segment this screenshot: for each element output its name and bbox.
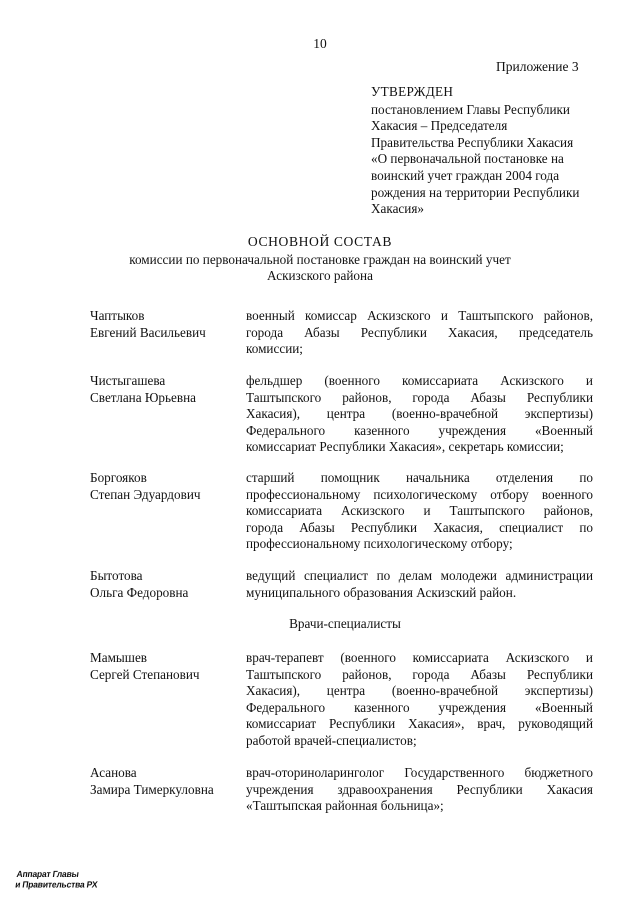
member-position xyxy=(246,650,593,750)
member-position xyxy=(246,308,593,358)
section-heading-doctors: Врачи-специалисты xyxy=(289,616,401,631)
position-line: врач-оториноларинголог Государственного бюджетного xyxy=(246,765,593,780)
approval-line: воинский учет граждан 2004 года xyxy=(371,167,560,183)
position-line: Федерального казенного учреждения «Военный xyxy=(246,699,593,715)
member-position xyxy=(246,373,593,456)
appendix-label: Приложение 3 xyxy=(496,59,579,74)
position-line: комиссии; xyxy=(246,341,303,357)
member-name xyxy=(90,308,240,341)
approval-line: «О первоначальной постановке на xyxy=(371,151,564,167)
title-district: Аскизского района xyxy=(267,268,373,284)
member-given-names: Ольга Федоровна xyxy=(90,584,189,600)
member-position xyxy=(246,765,593,815)
position-line: врач-терапевт (военного комиссариата Аскизского и xyxy=(246,650,593,665)
member-surname: Асанова xyxy=(90,765,137,780)
member-surname: Чаптыков xyxy=(90,308,145,323)
member-surname: Мамышев xyxy=(90,650,148,665)
position-line: города Абазы Республики Хакасия, специалист по xyxy=(246,519,593,535)
member-surname: Боргояков xyxy=(90,470,147,485)
member-given-names: Замира Тимеркуловна xyxy=(90,781,214,797)
approval-heading: УТВЕРЖДЕН xyxy=(371,84,454,99)
member-name xyxy=(90,568,240,601)
page-number: 10 xyxy=(313,36,327,51)
member-name xyxy=(90,373,240,406)
position-line: профессиональному психологическому отбору военного xyxy=(246,486,593,502)
stamp-line: Аппарат Главы xyxy=(16,868,80,879)
position-line: Хакасия), центра (военно-врачебной экспертизы) xyxy=(246,683,593,699)
member-given-names: Сергей Степанович xyxy=(90,666,200,682)
member-given-names: Степан Эдуардович xyxy=(90,486,201,502)
member-name xyxy=(90,470,240,503)
member-given-names: Евгений Васильевич xyxy=(90,324,206,340)
position-line: комиссариат Республики Хакасия», секретарь комиссии; xyxy=(246,439,564,455)
member-surname: Чистыгашева xyxy=(90,373,166,388)
title-main: ОСНОВНОЙ СОСТАВ xyxy=(247,234,393,249)
position-line: муниципального образования Аскизский район. xyxy=(246,584,517,600)
approval-line: Хакасия – Председателя xyxy=(371,118,508,134)
approval-block xyxy=(371,84,607,218)
position-line: Таштыпского районов, города Абазы Республики xyxy=(246,389,593,405)
office-stamp xyxy=(15,869,100,890)
approval-line: постановлением Главы Республики xyxy=(371,101,570,117)
title-subtitle: комиссии по первоначальной постановке граждан на воинский учет xyxy=(129,251,511,267)
approval-line: Правительства Республики Хакасия xyxy=(371,134,574,150)
stamp-line: и Правительства РХ xyxy=(14,879,99,890)
position-line: военный комиссар Аскизского и Таштыпского районов, xyxy=(246,308,593,323)
position-line: ведущий специалист по делам молодежи администрации xyxy=(246,568,593,583)
member-name xyxy=(90,765,240,798)
position-line: работой врачей-специалистов; xyxy=(246,732,417,748)
member-position xyxy=(246,568,593,601)
position-line: города Абазы Республики Хакасия, председатель xyxy=(246,324,593,340)
member-surname: Бытотова xyxy=(90,568,143,583)
position-line: комиссариат Республики Хакасия», врач, руководящий xyxy=(246,716,593,732)
position-line: профессиональному психологическому отбору; xyxy=(246,536,513,552)
position-line: «Таштыпская районная больница»; xyxy=(246,798,444,814)
position-line: комиссариата Аскизского и Таштыпского районов, xyxy=(246,503,593,519)
position-line: Федерального казенного учреждения «Военный xyxy=(246,422,593,438)
approval-line: Хакасия» xyxy=(371,201,425,217)
position-line: фельдшер (военного комиссариата Аскизского и xyxy=(246,373,593,388)
approval-line: рождения на территории Республики xyxy=(371,184,580,200)
position-line: старший помощник начальника отделения по xyxy=(246,470,593,485)
position-line: учреждения здравоохранения Республики Хакасия xyxy=(246,781,593,797)
member-position xyxy=(246,470,593,553)
document-title xyxy=(0,234,640,285)
position-line: Таштыпского районов, города Абазы Республики xyxy=(246,666,593,682)
member-given-names: Светлана Юрьевна xyxy=(90,389,197,405)
member-name xyxy=(90,650,240,683)
position-line: Хакасия), центра (военно-врачебной экспертизы) xyxy=(246,406,593,422)
